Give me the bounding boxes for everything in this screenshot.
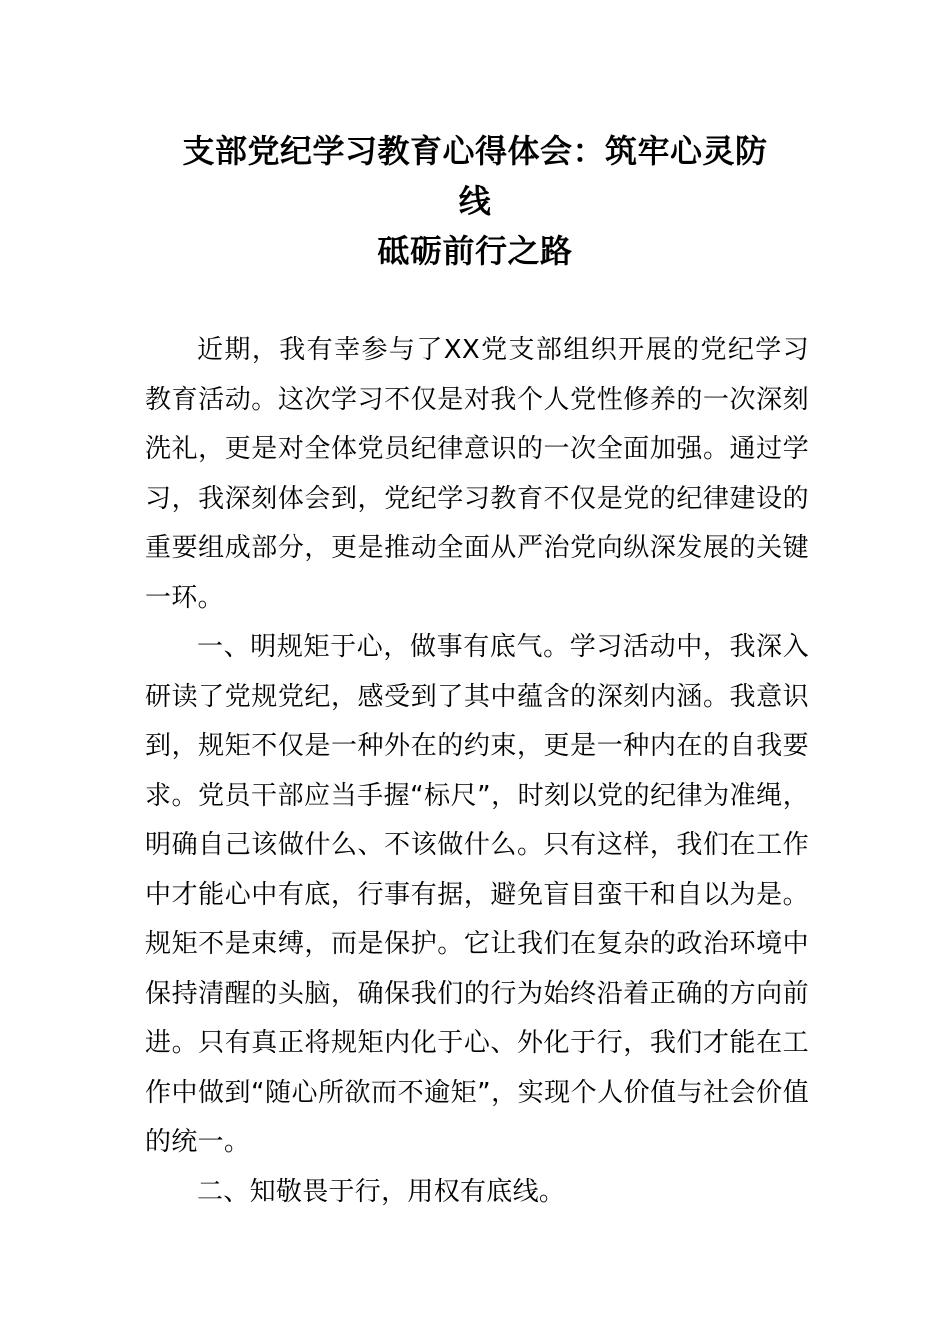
title-line-1: 支部党纪学习教育心得体会：筑牢心灵防 (182, 132, 768, 170)
title-line-3: 砥砺前行之路 (377, 232, 573, 270)
title-line-2: 线 (458, 182, 492, 220)
paragraph-intro: 近期，我有幸参与了XX党支部组织开展的党纪学习教育活动。这次学习不仅是对我个人党性修养的一次深刻洗礼，更是对全体党员纪律意识的一次全面加强。通过学习，我深刻体会到，党纪学习教育不仅是党的纪律建设的重要组成部分，更是推动全面从严治党向纵深发展的关键一环。 (145, 335, 809, 613)
document-title (145, 126, 805, 276)
paragraph-section-1: 一、明规矩于心，做事有底气。学习活动中，我深入研读了党规党纪，感受到了其中蕴含的深刻内涵。我意识到，规矩不仅是一种外在的约束，更是一种内在的自我要求。党员干部应当手握“标尺”，时刻以党的纪律为准绳，明确自己该做什么、不该做什么。只有这样，我们在工作中才能心中有底，行事有据，避免盲目蛮干和自以为是。规矩不是束缚，而是保护。它让我们在复杂的政治环境中保持清醒的头脑，确保我们的行为始终沿着正确的方向前进。只有真正将规矩内化于心、外化于行，我们才能在工作中做到“随心所欲而不逾矩”，实现个人价值与社会价值的统一。 (145, 632, 809, 1157)
document-body (145, 326, 809, 1217)
paragraph-section-2-heading: 二、知敬畏于行，用权有底线。 (197, 1176, 566, 1207)
